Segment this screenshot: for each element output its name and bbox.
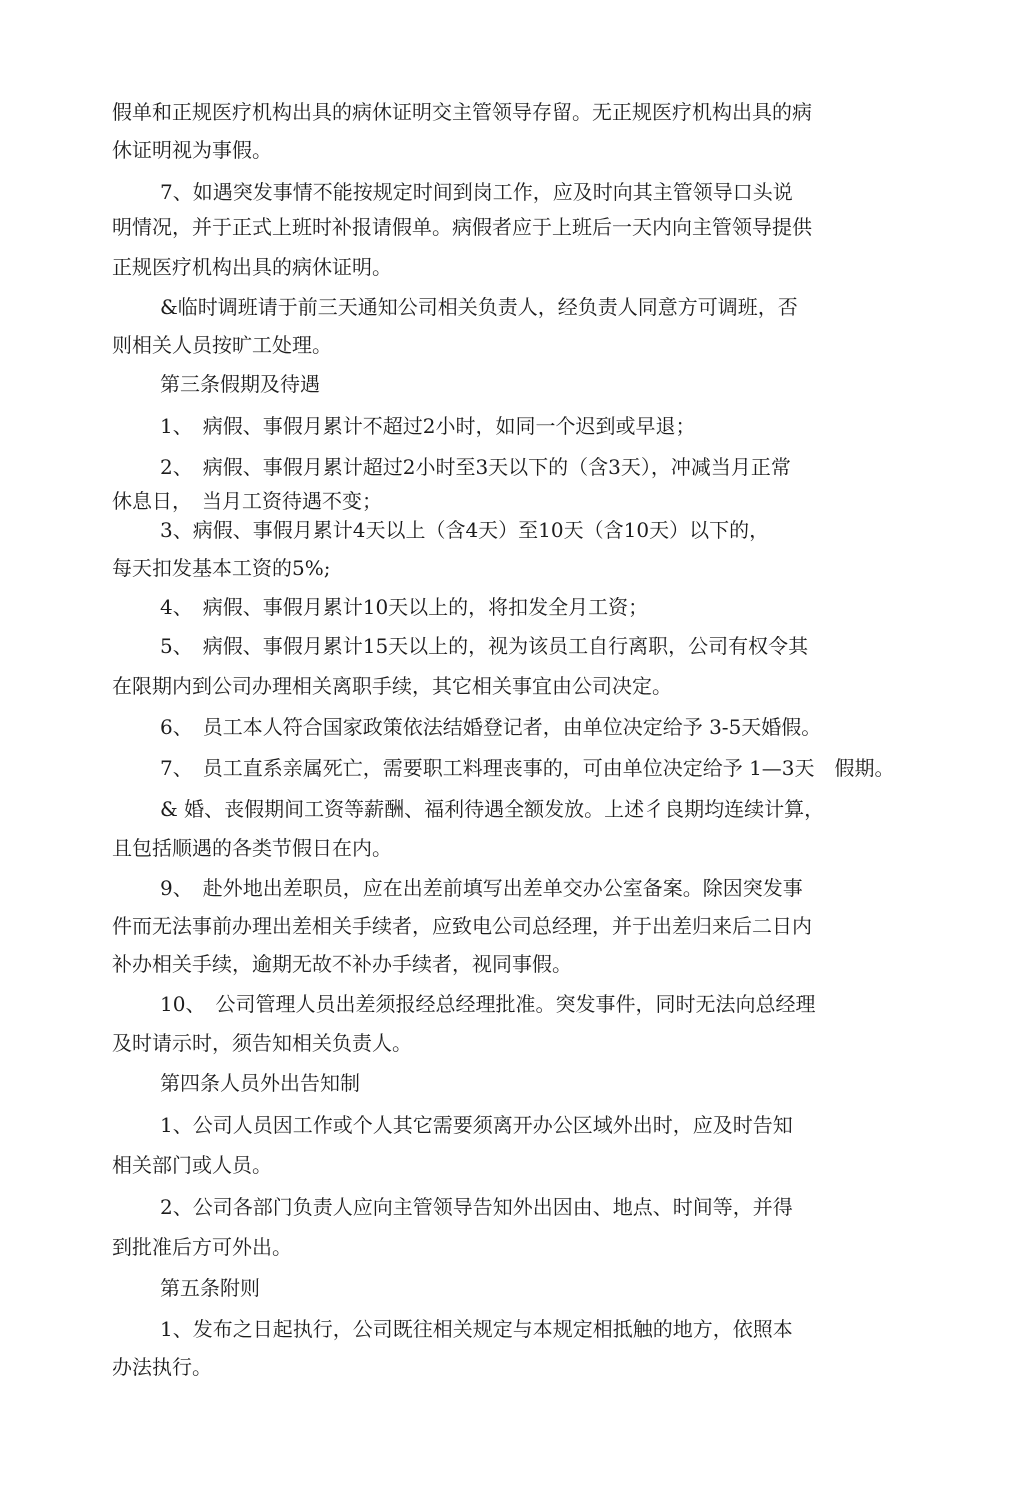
text-line: 休息日， 当月工资待遇不变； [112, 489, 382, 513]
text-line: &临时调班请于前三天通知公司相关负责人，经负责人同意方可调班，否 [160, 295, 798, 319]
text-line: 在限期内到公司办理相关离职手续，其它相关事宜由公司决定。 [112, 674, 672, 698]
text-line: 5、 病假、事假月累计15天以上的，视为该员工自行离职，公司有权令其 [160, 634, 809, 658]
section-heading: 第三条假期及待遇 [160, 372, 320, 396]
text-line: 每天扣发基本工资的5%; [112, 556, 331, 580]
text-line: & 婚、丧假期间工资等薪酬、福利待遇全额发放。上述彳良期均连续计算， [160, 797, 825, 821]
text-line: 明情况，并于正式上班时补报请假单。病假者应于上班后一天内向主管领导提供 [112, 215, 812, 239]
text-line: 1、公司人员因工作或个人其它需要须离开办公区域外出时，应及时告知 [160, 1113, 793, 1137]
text-line: 办法执行。 [112, 1355, 212, 1379]
text-line: 10、 公司管理人员出差须报经总经理批准。突发事件，同时无法向总经理 [160, 992, 816, 1016]
text-line: 1、 病假、事假月累计不超过2小时，如同一个迟到或早退； [160, 414, 696, 438]
text-line: 补办相关手续，逾期无故不补办手续者，视同事假。 [112, 952, 572, 976]
text-line: 2、公司各部门负责人应向主管领导告知外出因由、地点、时间等，并得 [160, 1195, 793, 1219]
text-line: 9、 赴外地出差职员，应在出差前填写出差单交办公室备案。除因突发事 [160, 876, 803, 900]
text-line: 7、如遇突发事情不能按规定时间到岗工作，应及时向其主管领导口头说 [160, 180, 793, 204]
text-line: 到批准后方可外出。 [112, 1235, 292, 1259]
text-line: 6、 员工本人符合国家政策依法结婚登记者，由单位决定给予 3-5天婚假。 [160, 715, 822, 739]
text-line: 则相关人员按旷工处理。 [112, 333, 332, 357]
text-line: 正规医疗机构出具的病休证明。 [112, 255, 392, 279]
text-line: 及时请示时，须告知相关负责人。 [112, 1031, 412, 1055]
text-line: 3、病假、事假月累计4天以上（含4天）至10天（含10天）以下的， [160, 518, 770, 542]
text-line: 假单和正规医疗机构出具的病休证明交主管领导存留。无正规医疗机构出具的病 [112, 100, 812, 124]
text-line: 7、 员工直系亲属死亡，需要职工料理丧事的，可由单位决定给予 1—3天 假期。 [160, 756, 895, 780]
text-line: 件而无法事前办理出差相关手续者，应致电公司总经理，并于出差归来后二日内 [112, 914, 812, 938]
text-line: 1、发布之日起执行，公司既往相关规定与本规定相抵触的地方，依照本 [160, 1317, 793, 1341]
text-line: 2、 病假、事假月累计超过2小时至3天以下的（含3天），冲减当月正常 [160, 455, 791, 479]
text-line: 且包括顺遇的各类节假日在内。 [112, 836, 392, 860]
text-line: 4、 病假、事假月累计10天以上的，将扣发全月工资； [160, 595, 649, 619]
section-heading: 第五条附则 [160, 1276, 260, 1300]
section-heading: 第四条人员外出告知制 [160, 1071, 360, 1095]
text-line: 相关部门或人员。 [112, 1153, 272, 1177]
text-line: 休证明视为事假。 [112, 138, 272, 162]
